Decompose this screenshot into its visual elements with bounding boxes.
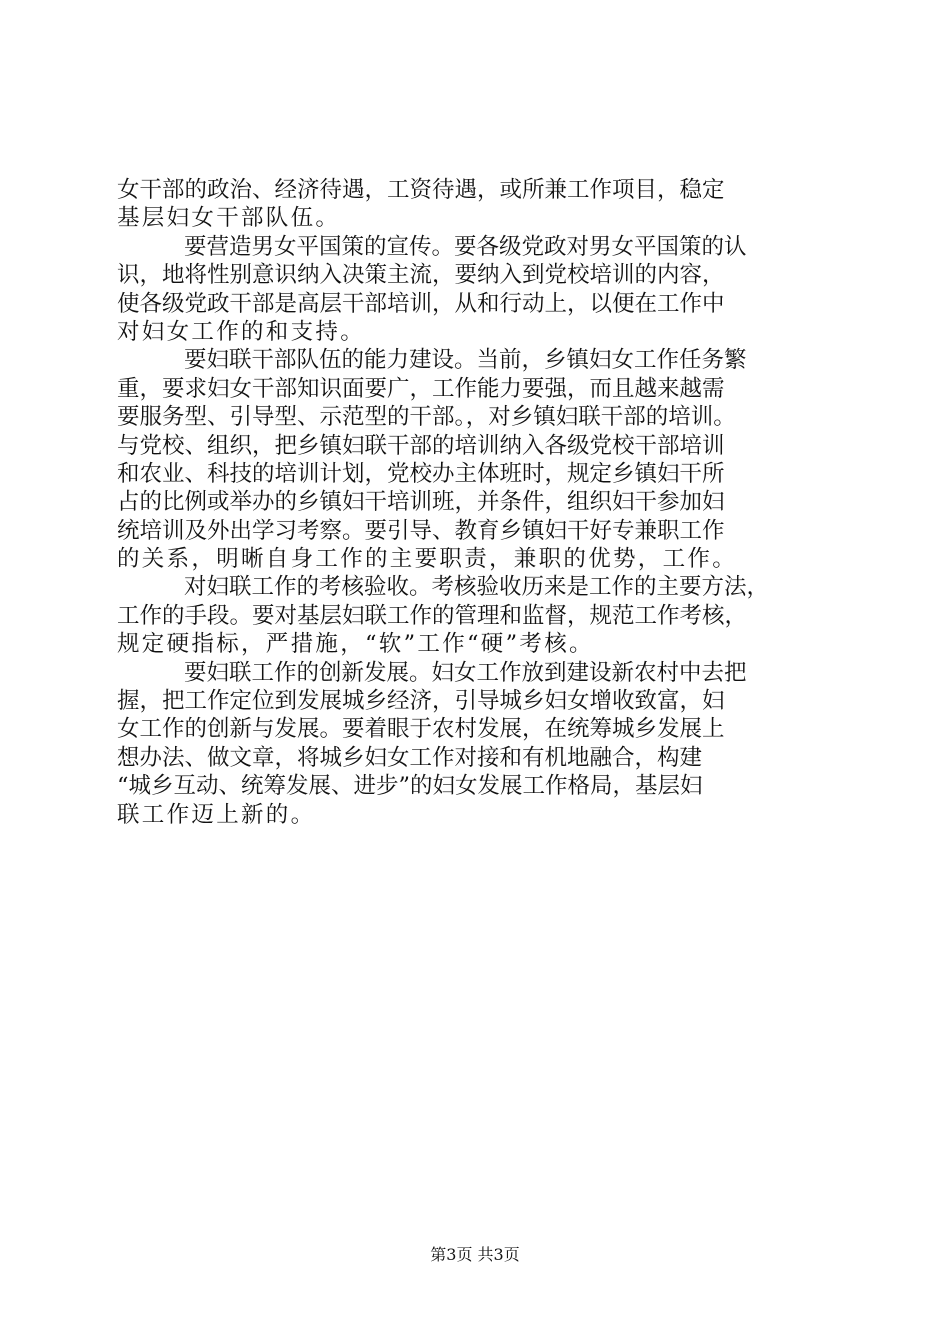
text-line: 占的比例或举办的乡镇妇干培训班，并条件，组织妇干参加妇 (117, 489, 725, 516)
text-line: 要妇联工作的创新发展。妇女工作放到建设新农村中去把 (184, 659, 747, 686)
page-number: 第3页 (430, 1245, 473, 1264)
text-line: “城乡互动、统筹发展、进步”的妇女发展工作格局，基层妇 (117, 773, 703, 800)
text-line: 和农业、科技的培训计划，党校办主体班时，规定乡镇妇干所 (117, 460, 725, 487)
page-footer (0, 1245, 950, 1265)
text-line: 重，要求妇女干部知识面要广，工作能力要强，而且越来越需 (117, 375, 725, 402)
page-total: 共3页 (477, 1245, 520, 1264)
text-line: 对妇女工作的和支持。 (117, 318, 366, 345)
text-line: 统培训及外出学习考察。要引导、教育乡镇妇干好专兼职工作 (117, 517, 725, 544)
text-line: 握，把工作定位到发展城乡经济，引导城乡妇女增收致富，妇 (117, 688, 725, 715)
text-line: 与党校、组织，把乡镇妇联干部的培训纳入各级党校干部培训 (117, 432, 725, 459)
text-line: 女干部的政治、经济待遇，工资待遇，或所兼工作项目，稳定 (117, 177, 725, 203)
text-line: 女工作的创新与发展。要着眼于农村发展，在统筹城乡发展上 (117, 716, 725, 743)
text-line: 联工作迈上新的。 (117, 801, 316, 828)
text-line: 基层妇女干部队伍。 (117, 205, 341, 232)
text-line: 要营造男女平国策的宣传。要各级党政对男女平国策的认 (184, 233, 747, 260)
text-line: 想办法、做文章，将城乡妇女工作对接和有机地融合，构建 (117, 744, 703, 771)
text-line: 工作的手段。要对基层妇联工作的管理和监督，规范工作考核， (117, 602, 748, 629)
text-line: 使各级党政干部是高层干部培训，从和行动上，以便在工作中 (117, 290, 725, 317)
text-line: 的关系，明晰自身工作的主要职责，兼职的优势，工作。 (117, 546, 738, 573)
text-line: 对妇联工作的考核验收。考核验收历来是工作的主要方法， (184, 574, 770, 601)
text-line: 要服务型、引导型、示范型的干部。，对乡镇妇联干部的培训。 (117, 404, 736, 431)
text-line: 要妇联干部队伍的能力建设。当前，乡镇妇女工作任务繁 (184, 347, 747, 374)
text-line: 规定硬指标，严措施，“软”工作“硬”考核。 (117, 631, 594, 658)
text-line: 识，地将性别意识纳入决策主流，要纳入到党校培训的内容， (117, 262, 725, 289)
document-body (117, 176, 833, 829)
